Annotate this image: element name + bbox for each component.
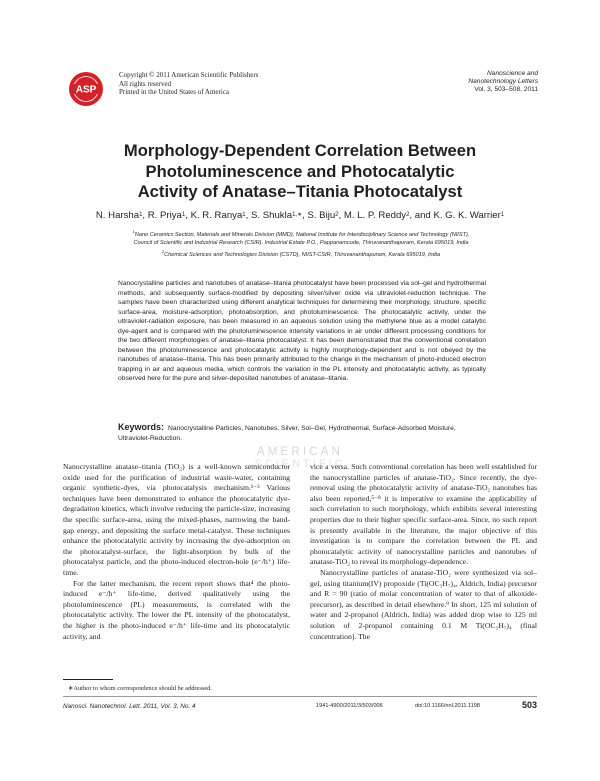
author-name: S. Shukla	[250, 210, 293, 221]
author-affiliation-marker: 1	[500, 212, 505, 218]
affiliation-number: 1	[132, 229, 135, 234]
copyright-block	[119, 71, 258, 97]
affiliation-text: Council of Scientific and Industrial Research (CSIR), Industrial Estate P.O., Pappanamcode, Thiruvananthapuram, Kerala 695019, India	[133, 240, 469, 247]
affiliation-text: Nano Ceramics Section, Materials and Minerals Division (MMD), National Institute for Interdisciplinary Science and Technology (NIIST),	[134, 231, 470, 238]
keywords	[118, 422, 486, 444]
author-affiliation-marker: 1	[181, 212, 186, 218]
body-paragraph: vice a versa. Such conventional correlation has been well established for the nanocrystalline particles of anatase-TiO₂. Since recently, the dye-removal using the photocatalytic activity of anatase-TiO₂ nanotubes has also been reported,⁵⁻⁸ it is imperative to examine the applicability of such correlation to such morphology, which exhibits several interesting properties due to their higher specific surface-area. Since, no such report is presently available in the literature, the major objective of this investigation is to compare the correlation between the PL and photocatalytic activity of nanocrystalline particles and nanotubes of anatase-TiO₂ to reveal its morphology-dependence.	[310, 462, 537, 567]
publisher-logo-text: ASP	[75, 84, 97, 96]
affiliation-text: Chemical Sciences and Technologies Division (CSTD), NIIST-CSIR, Thiruvananthapuram, Kerala 695019, India	[164, 251, 441, 258]
copyright-line: All rights reserved	[119, 79, 172, 88]
journal-name-line-1: Nanoscience and	[487, 70, 538, 77]
body-paragraph: Nanocrystalline anatase–titania (TiO₂) is a well-known semiconductor oxide used for the purification of industrial waste-water, containing organic synthetic-dyes, via photocatalysis mechanism.¹⁻³ Various techniques have been demonstrated to enhance the photocatalytic dye-degradation kinetics, which involve reducing the particle-size, increasing the specific surface-area, using the mixed-phases, narrowing the band-gap energy, and depositing the surface metal-catalyst. These techniques enhance the photocatalytic activity by increasing the dye-adsorption on the photocatalyst-surface, the light-absorption by bulk of the photocatalyst particle, and the photo-induced electron-hole (e⁻/h⁺) life-time.	[63, 462, 290, 577]
keywords-label: Keywords:	[118, 422, 165, 432]
copyright-line: Copyright © 2011 American Scientific Publishers	[119, 71, 259, 79]
author-name: S. Biju	[307, 210, 336, 221]
author-affiliation-marker: 1,∗	[292, 212, 303, 218]
author-name: and K. G. K. Warrier	[414, 210, 501, 221]
title-line: Photoluminescence and Photocatalytic	[145, 161, 455, 181]
footnote-divider	[63, 679, 113, 680]
body-column-left	[63, 462, 290, 642]
body-paragraph: For the latter mechanism, the recent report shows that⁴ the photo-induced e⁻/h⁺ life-time, derived qualitatively using the photoluminescence (PL) measurements, is correlated with the photocatalytic activity. The lower the PL intensity of the photocatalyst, the higher is the photo-induced e⁻/h⁺ life-time and its photocatalytic activity, and	[63, 578, 290, 641]
author-name: K. R. Ranya	[190, 210, 243, 221]
title-line: Activity of Anatase–Titania Photocatalyst	[137, 182, 463, 202]
author-affiliation-marker: 2	[335, 212, 339, 218]
journal-volume: Vol. 3, 503–508, 2011	[474, 86, 538, 94]
author-affiliation-marker: 1	[242, 212, 246, 218]
author-list: N. Harsha$^1$, R. Priya$^1$, K. R. Ranya$^1$, S. Shukla$^{1,∗}$, S. Biju$^2$, M. L. P. Reddy$^2$, and K. G. K. Warrier$^1$	[95, 210, 505, 221]
affiliations	[66, 228, 536, 260]
publisher-logo	[67, 70, 105, 108]
affiliation-line	[66, 239, 536, 248]
article-title	[80, 141, 520, 203]
journal-citation: Nanosci. Nanotechnol. Lett. 2011, Vol. 3, No. 4	[63, 703, 196, 710]
affiliation-number: 2	[161, 249, 165, 255]
author-name: R. Priya	[147, 210, 182, 221]
title-line: Morphology-Dependent Correlation Between	[123, 141, 477, 160]
journal-info	[468, 70, 538, 95]
author-name: N. Harsha	[95, 210, 140, 221]
author-affiliation-marker: 1	[139, 212, 143, 218]
copyright-line: Printed in the United States of America	[119, 88, 230, 97]
keywords-text: Nanocrystalline Particles, Nanotubes, Silver, Sol–Gel, Hydrothermal, Surface-Adsorbed Moisture, Ultraviolet-Reduction.	[118, 425, 456, 442]
watermark: AMERICAN	[256, 446, 344, 458]
affiliation-line	[66, 248, 536, 259]
issn-code: 1941-4900/2011/3/503/006	[316, 703, 383, 709]
author-affiliation-marker: 2	[406, 212, 410, 218]
affiliation-line	[66, 228, 536, 239]
journal-name-line-2: Nanotechnology Letters	[468, 78, 538, 86]
doi: doi:10.1166/nnl.2011.1198	[415, 703, 481, 709]
footer-divider	[63, 696, 537, 697]
page-number: 503	[521, 700, 537, 710]
correspondence-footnote: ∗Author to whom correspondence should be addressed.	[68, 685, 212, 692]
author-name: M. L. P. Reddy	[343, 210, 407, 221]
abstract: Nanocrystalline particles and nanotubes of anatase–titania photocatalyst have been processed via sol–gel and hydrothermal methods, and subsequently surface-modified by depositing silver/silver oxide via ultraviolet-reduction technique. The samples have been characterized using different analytical techniques for determining their morphology, structure, specific surface-area, moisture-adsorption, photoabsorption, and photoluminescence. The photocatalytic activity, under the ultraviolet-radiation exposure, has been measured in an aqueous solution using the methylene blue as a model catalytic dye-agent and is compared with the photoluminescence intensity variations in air under different processing conditions for the two different morphologies of anatase–titania photocatalyst. It has been demonstrated that the conventional correlation between the photoluminescence and photocatalytic activity is highly morphology-dependent and is not obeyed by the nanotubes of anatase–titania. This has been primarily attributed to the change in the mechanism of photo-induced electron trapping in air and aqueous media, which controls the variation in the PL intensity and photocatalytic activity, as typically observed here for the pure and silver-deposited nanotubes of anatase–titania.	[118, 280, 486, 382]
body-column-right	[310, 462, 537, 642]
body-paragraph: Nanocrystalline particles of anatase-TiO₂ were synthesized via sol–gel, using titanium(IV) propoxide (Ti(OC₃H₇)₄, Aldrich, India) precursor and R = 90 (ratio of molar concentration of water to that of alkoxide-precursor), as described in detail elsewhere.⁹ In short, 125 ml solution of water and 2-propanol (Aldrich, India) was added drop wise to 125 ml solution of 2-propanol containing 0.1 M Ti(OC₃H₇)₄ (final concentration). The	[310, 567, 537, 641]
watermark-secondary: SCIENTIFIC	[254, 458, 346, 470]
